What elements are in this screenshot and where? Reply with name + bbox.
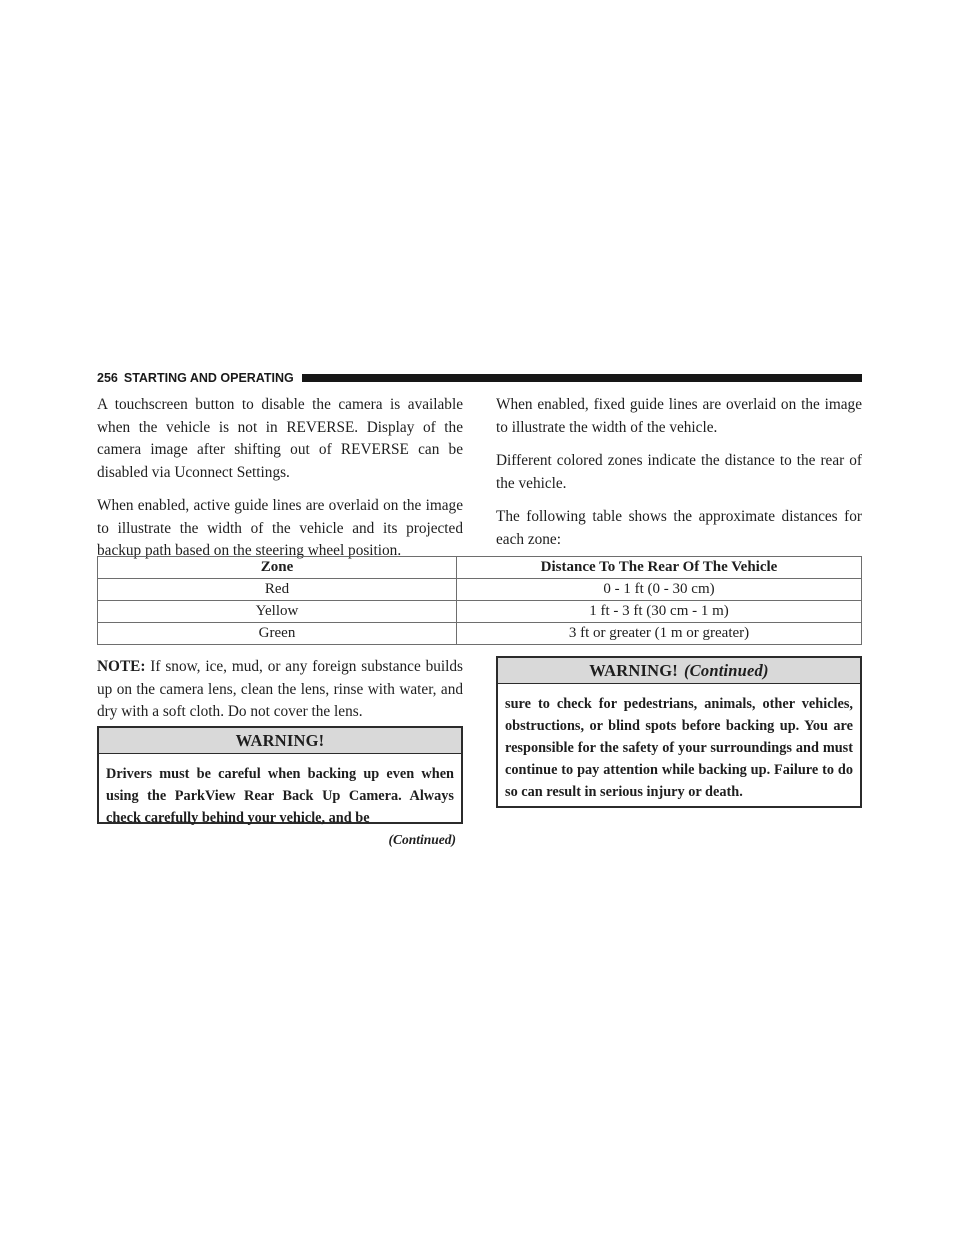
zone-cell: Yellow (98, 601, 457, 623)
distance-cell: 0 - 1 ft (0 - 30 cm) (457, 579, 862, 601)
zone-distance-table (97, 556, 862, 645)
warning-body: sure to check for pedestrians, animals, other vehicles, obstructions, or blind spots before backing up. You are responsible for the safety of your surroundings and must continue to pay attention while backing up. Failure to do so can result in serious injury or death. (505, 696, 853, 800)
table-header-row (98, 557, 862, 579)
header-rule (302, 374, 862, 382)
paragraph-colored-zones: Different colored zones indicate the distance to the rear of the vehicle. (496, 452, 862, 492)
table-row (98, 579, 862, 601)
paragraph-active-guide-lines: When enabled, active guide lines are overlaid on the image to illustrate the width of the vehicle and its projected backup path based on the steering wheel position. (97, 497, 463, 559)
warning-continued-suffix: (Continued) (683, 661, 769, 680)
distance-cell: 3 ft or greater (1 m or greater) (457, 623, 862, 645)
warning-title: WARNING! (235, 731, 325, 750)
warning-box-right (496, 656, 862, 808)
warning-title: WARNING! (589, 661, 678, 680)
warning-box-left (97, 726, 463, 824)
note-label: NOTE: (97, 658, 146, 675)
note-paragraph (97, 656, 463, 724)
right-column (496, 394, 862, 562)
distance-cell: 1 ft - 3 ft (30 cm - 1 m) (457, 601, 862, 623)
paragraph-fixed-guide-lines: When enabled, fixed guide lines are overlaid on the image to illustrate the width of the vehicle. (496, 396, 862, 436)
warning-heading (99, 728, 461, 754)
zone-cell: Red (98, 579, 457, 601)
note-text: If snow, ice, mud, or any foreign substance builds up on the camera lens, clean the lens, rinse with water, and dry with a soft cloth. Do not cover the lens. (97, 658, 463, 720)
left-column (97, 394, 463, 574)
warning-body: Drivers must be careful when backing up even when using the ParkView Rear Back Up Camera. Always check carefully behind your vehicle, and be (106, 766, 454, 826)
continued-label: (Continued) (388, 832, 456, 847)
table-row (98, 601, 862, 623)
section-title: STARTING AND OPERATING (123, 371, 294, 385)
zone-cell: Green (98, 623, 457, 645)
page-number: 256 (97, 371, 118, 385)
paragraph-table-intro: The following table shows the approximate distances for each zone: (496, 508, 862, 548)
table-row (98, 623, 862, 645)
table-header-distance: Distance To The Rear Of The Vehicle (457, 557, 862, 579)
table-header-zone: Zone (98, 557, 457, 579)
page-header (97, 370, 862, 386)
paragraph-camera-disable: A touchscreen button to disable the camera is available when the vehicle is not in REVERSE. Display of the camera image after shifting out of REVERSE can be disabled via Uconnect Settings. (97, 396, 463, 481)
warning-heading-continued (498, 658, 860, 684)
